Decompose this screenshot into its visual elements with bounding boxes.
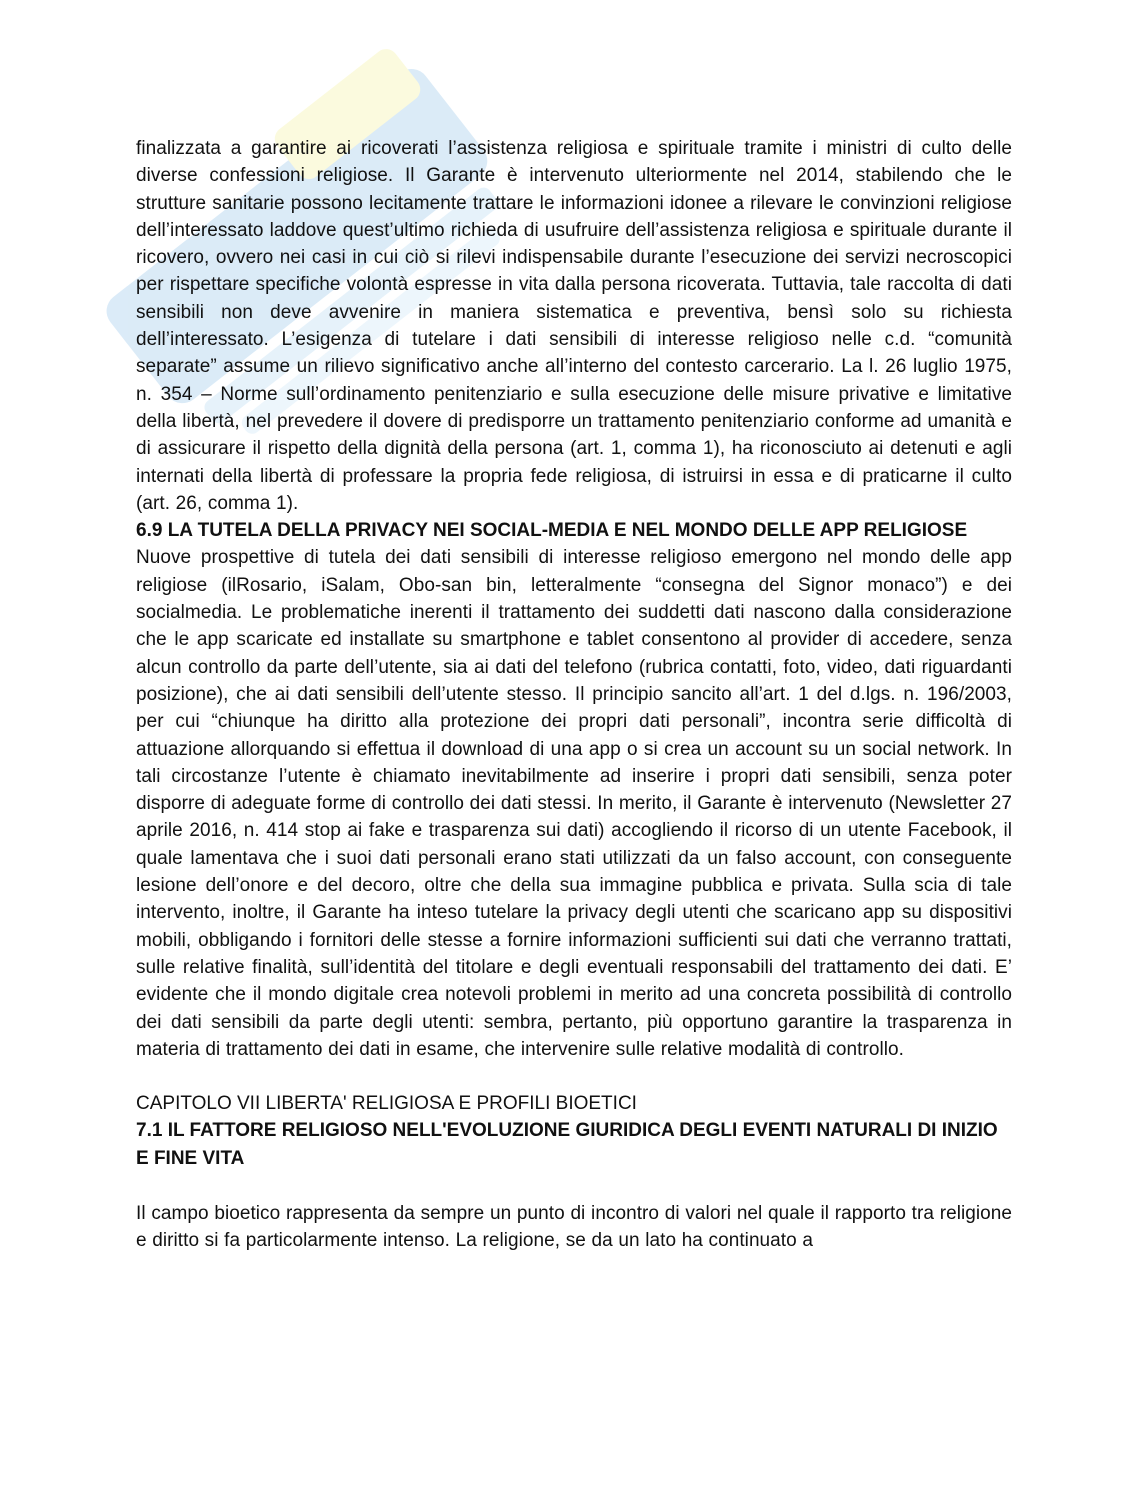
section-heading-6-9: 6.9 LA TUTELA DELLA PRIVACY NEI SOCIAL-MEDIA E NEL MONDO DELLE APP RELIGIOSE <box>136 520 968 542</box>
chapter-title: CAPITOLO VII LIBERTA' RELIGIOSA E PROFILI BIOETICI <box>136 1093 637 1115</box>
document-page <box>136 135 1012 1255</box>
spacer <box>136 1172 1012 1200</box>
paragraph-hospital-assistance: finalizzata a garantire ai ricoverati l’assistenza religiosa e spirituale tramite i ministri di culto delle diverse confessioni religiose. Il Garante è intervenuto ulteriormente nel 2014, stabilendo che le strutture sanitarie possono lecitamente trattare le informazioni idonee a rilevare le convinzioni religiose dell’interessato laddove quest’ultimo richieda di usufruire dell’assistenza religiosa e spirituale durante il ricovero, ovvero nei casi in cui ciò si rilevi indispensabile durante l’esecuzione dei servizi necroscopici per rispettare specifiche volontà espresse in vita dalla persona ricoverata. Tuttavia, tale raccolta di dati sensibili non deve avvenire in maniera sistematica e preventiva, bensì solo su richiesta dell’interessato. L’esigenza di tutelare i dati sensibili di interesse religioso nelle c.d. “comunità separate” assume un rilievo significativo anche all’interno del contesto carcerario. La l. 26 luglio 1975, n. 354 – Norme sull’ordinamento penitenziario e sulla esecuzione delle misure privative e limitative della libertà, nel prevedere il dovere di predisporre un trattamento penitenziario conforme ad umanità e di assicurare il rispetto della dignità della persona (art. 1, comma 1), ha riconosciuto ai detenuti e agli internati della libertà di professare la propria fede religiosa, di istruirsi in essa e di praticarne il culto (art. 26, comma 1). <box>136 138 1012 514</box>
paragraph-bioethics: Il campo bioetico rappresenta da sempre un punto di incontro di valori nel quale il rapporto tra religione e diritto si fa particolarmente intenso. La religione, se da un lato ha continuato a <box>136 1202 1012 1252</box>
paragraph-religious-apps: Nuove prospettive di tutela dei dati sensibili di interesse religioso emergono nel mondo delle app religiose (ilRosario, iSalam, Obo-san bin, letteralmente “consegna del Signor monaco”) e dei socialmedia. Le problematiche inerenti il trattamento dei suddetti dati nascono dalla considerazione che le app scaricate ed installate su smartphone e tablet consentono al provider di accedere, senza alcun controllo da parte dell’utente, sia ai dati del telefono (rubrica contatti, foto, video, dati riguardanti posizione), che ai dati sensibili dell’utente stesso. Il principio sancito all’art. 1 del d.lgs. n. 196/2003, per cui “chiunque ha diritto alla protezione dei propri dati personali”, incontra serie difficoltà di attuazione allorquando si effettua il download di una app o si crea un account su un social network. In tali circostanze l’utente è chiamato inevitabilmente ad inserire i propri dati sensibili, senza poter disporre di adeguate forme di controllo dei dati stessi. In merito, il Garante è intervenuto (Newsletter 27 aprile 2016, n. 414 stop ai fake e trasparenza sui dati) accogliendo il ricorso di un utente Facebook, il quale lamentava che i suoi dati personali erano stati utilizzati da un falso account, con conseguente lesione dell’onore e del decoro, oltre che della sua immagine pubblica e privata. Sulla scia di tale intervento, inoltre, il Garante ha inteso tutelare la privacy degli utenti che scaricano app su dispositivi mobili, obbligando i fornitori delle stesse a fornire informazioni sufficienti sui dati che verranno trattati, sulle relative finalità, sull’identità del titolare e degli eventuali responsabili del trattamento dei dati. E’ evidente che il mondo digitale crea notevoli problemi in merito ad una concreta possibilità di controllo dei dati sensibili da parte degli utenti: sembra, pertanto, più opportuno garantire la trasparenza in materia di trattamento dei dati in esame, che intervenire sulle relative modalità di controllo. <box>136 547 1012 1060</box>
section-heading-7-1: 7.1 IL FATTORE RELIGIOSO NELL'EVOLUZIONE GIURIDICA DEGLI EVENTI NATURALI DI INIZIO E FINE VITA <box>136 1120 998 1169</box>
spacer <box>136 1063 1012 1090</box>
